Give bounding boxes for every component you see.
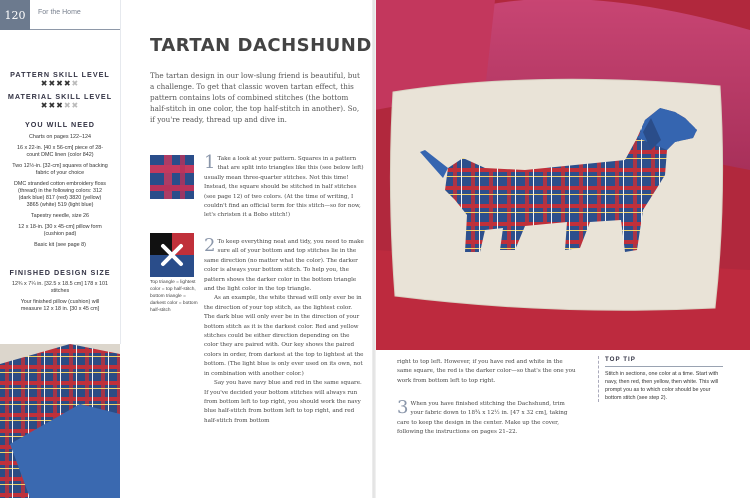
- step-text-continued: right to top left. However, if you have red and white in the same square, the red is the darker color—so that's the one you work from bottom left to top right.: [397, 359, 576, 384]
- need-item: Tapestry needle, size 26: [30, 213, 90, 219]
- step-text: Take a look at your pattern. Squares in a pattern that are split into triangles like this (see below left) usually mean three-quarter stitches. Not this time! Instead, the square should be stitched in half stitches (see page 12) of two colors. (At the time of writing, I couldn't find an official term for this stitch—so for now, let's christen it a Bobo stitch!): [204, 156, 364, 219]
- top-tip-text: Stitch in sections, one color at a time. Start with navy, then red, then yellow, then white. This will prompt you as to which color should be your bottom stitch (see step 2).: [605, 371, 719, 401]
- triangle-key-diagram: [150, 233, 194, 277]
- sidebar-divider: [120, 0, 121, 344]
- you-will-need-block: [0, 120, 120, 253]
- need-item: Basic kit (see page 8): [34, 242, 86, 248]
- step-number: 1: [204, 152, 216, 173]
- top-tip-box: [598, 356, 723, 402]
- need-item: DMC stranded cotton embroidery floss (thread) in the following colors: 312 (dark blue) 817 (red) 3820 (yellow) 3865 (white) 519 (light blue): [14, 181, 106, 208]
- step-text-continued: Say you have navy blue and red in the same square. If you've decided your bottom stitches will always run from bottom left to top right, you should work the navy blue half-stitch from bottom left to top right, and red half-stitch from bottom: [204, 380, 362, 424]
- need-item: Charts on pages 122–124: [28, 134, 92, 140]
- step-number: 2: [204, 235, 216, 256]
- pattern-skill-block: [0, 70, 120, 88]
- intro-paragraph: The tartan design in our low-slung friend is beautiful, but a challenge. To get that classic woven tartan effect, this pattern contains lots of combined stitches (the bottom half-stitch in one color, the top half-stitch in another). So, if you're ready, thread up and dive in.: [150, 71, 360, 124]
- step-text: When you have finished stitching the Dachshund, trim your fabric down to 18¾ x 12½ in. [47 x 32 cm], taking care to keep the design in the center. Make up the cover, following the instructions on pages 21–22.: [397, 401, 568, 436]
- pattern-title: TARTAN DACHSHUND: [150, 35, 372, 56]
- material-skill-block: [0, 92, 120, 110]
- step-number: 3: [397, 397, 409, 418]
- section-title: For the Home: [38, 9, 81, 16]
- you-will-need-label: YOU WILL NEED: [25, 120, 95, 129]
- tip-rule: [605, 366, 723, 367]
- need-item: Two 12½-in. [32-cm] squares of backing fabric of your choice: [12, 163, 108, 176]
- key-caption: Top triangle = lightest color = top half-stitch, bottom triangle = darkest color = bottom half-stitch: [150, 280, 198, 313]
- gutter: [372, 0, 376, 498]
- page-number: 120: [0, 0, 30, 30]
- need-item: 16 x 22-in. [40 x 56-cm] piece of 28-count DMC linen (color 842): [17, 145, 103, 158]
- finished-item: 12¾ x 7¼ in. [32.5 x 18.5 cm] 178 x 101 stitches: [12, 281, 108, 294]
- step-text-continued: As an example, the white thread will only ever be in the direction of your top stitch, as the lightest color. The dark blue will only ever be in the direction of your bottom stitch as it is the darkest color. Red and yellow stitches could be either direction depending on the color they are paired with. Our key shows the paired colors in order, from darkest at the top to lightest at the bottom. (The light blue is only ever used on its own, not in combination with another color.): [204, 295, 364, 377]
- finished-size-block: [0, 268, 120, 317]
- tartan-swatch: [150, 155, 194, 199]
- pattern-skill-rating: ✖✖✖✖✖: [40, 79, 80, 88]
- header-rule: [30, 29, 120, 30]
- pattern-skill-label: PATTERN SKILL LEVEL: [10, 70, 110, 79]
- material-skill-rating: ✖✖✖✖✖: [40, 101, 80, 110]
- step-3: [397, 397, 577, 438]
- pillow-photo: [375, 0, 750, 350]
- material-skill-label: MATERIAL SKILL LEVEL: [7, 92, 113, 101]
- need-item: 12 x 18-in. [30 x 45-cm] pillow form (cushion pad): [18, 224, 102, 237]
- top-tip-title: TOP TIP: [605, 356, 636, 363]
- finished-size-label: FINISHED DESIGN SIZE: [9, 268, 111, 277]
- step-1: [204, 152, 364, 221]
- finished-item: Your finished pillow (cushion) will measure 12 x 18 in. [30 x 45 cm]: [20, 299, 100, 312]
- step-2: [204, 235, 364, 426]
- step-text: To keep everything neat and tidy, you need to make sure all of your bottom and top stitches lie in the same direction (no matter what the color). The darker color is always your bottom stitch. To help you, the pattern shows the darker color in the bottom triangle and the light color in the top triangle.: [204, 239, 364, 293]
- step-2-continued: [397, 358, 577, 386]
- tartan-closeup-photo: [0, 344, 120, 498]
